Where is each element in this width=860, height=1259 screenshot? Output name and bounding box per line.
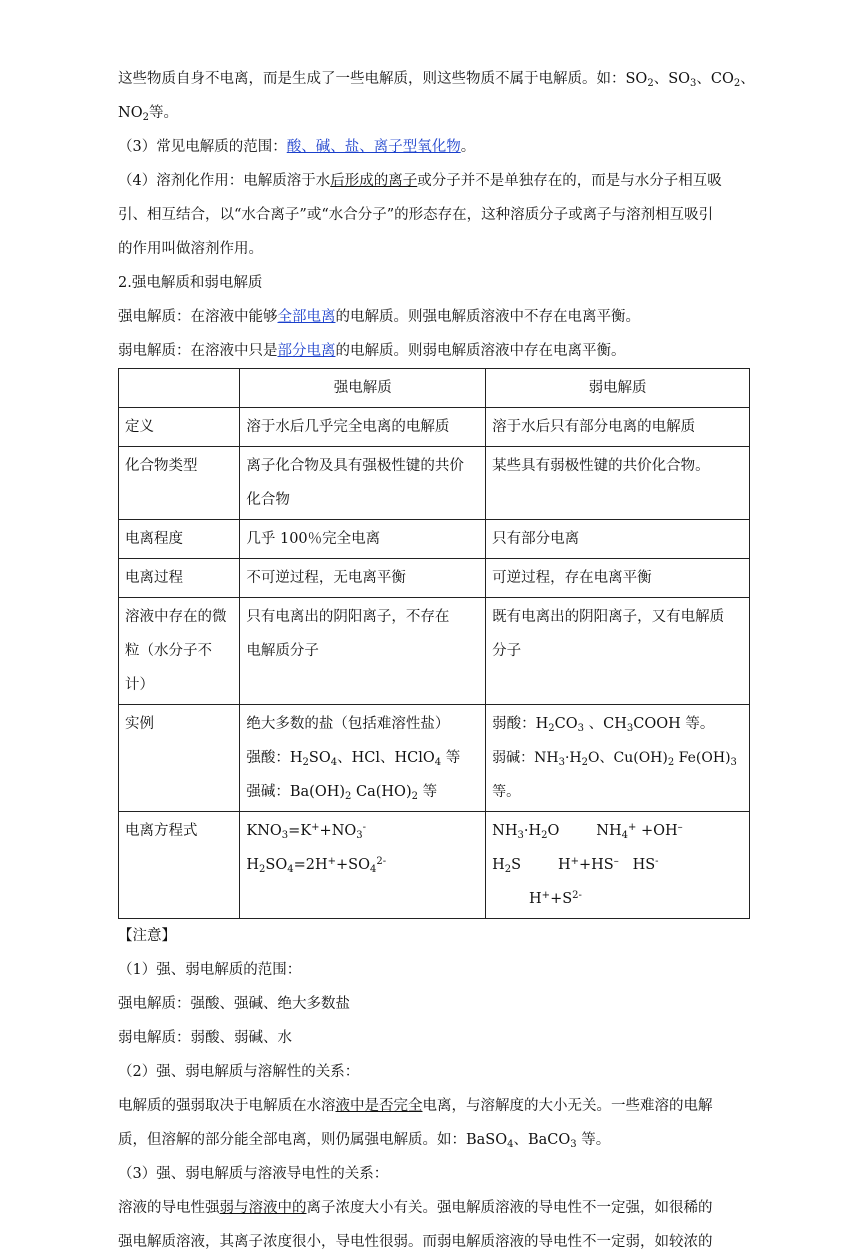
- text-line: $NO_2$等。: [118, 105, 178, 123]
- text-line: 弱电解质：弱酸、弱碱、水: [118, 1030, 292, 1046]
- table-row: 定义 溶于水后几乎完全电离的电解质 溶于水后只有部分电离的电解质: [119, 408, 750, 447]
- full-ionization-link[interactable]: 全部电离: [277, 309, 336, 325]
- table-row: 电离程度 几乎 100％完全电离 只有部分电离: [119, 520, 750, 559]
- text-line: 强电解质：在溶液中能够全部电离的电解质。则强电解质溶液中不存在电离平衡。: [118, 309, 640, 325]
- text-line: 强电解质溶液，其离子浓度很小，导电性很弱。而弱电解质溶液的导电性不一定弱，如较浓的: [118, 1234, 713, 1250]
- text-line: （4）溶剂化作用：电解质溶于水后形成的离子或分子并不是单独存在的，而是与水分子相互吸: [118, 173, 722, 189]
- text-line: （1）强、弱电解质的范围：: [118, 962, 302, 978]
- table-row: 电离过程 不可逆过程，无电离平衡 可逆过程，存在电离平衡: [119, 559, 750, 598]
- text-line: 的作用叫做溶剂作用。: [118, 241, 263, 257]
- header-weak: 弱电解质: [486, 369, 750, 408]
- text-line: （2）强、弱电解质与溶解性的关系：: [118, 1064, 360, 1080]
- text-line: （3）强、弱电解质与溶液导电性的关系：: [118, 1166, 389, 1182]
- table-row: 电离方程式 $KNO_3=K^++NO_3^-$ $H_2SO_4=2H^++SO_4^{2-}$ $NH_3\cdot H_2O$ $NH_4^+ +OH^-$ $H_2S$ H++HS– HS- $H^++S^{2-}$: [119, 812, 750, 919]
- section-heading: 2.强电解质和弱电解质: [118, 275, 263, 291]
- text-line: 弱电解质：在溶液中只是部分电离的电解质。则弱电解质溶液中存在电离平衡。: [118, 343, 626, 359]
- text-line: 电解质的强弱取决于电解质在水溶液中是否完全电离，与溶解度的大小无关。一些难溶的电解: [118, 1098, 713, 1114]
- text-line: 溶液的导电性强弱与溶液中的离子浓度大小有关。强电解质溶液的导电性不一定强，如很稀的: [118, 1200, 713, 1216]
- table-row: [119, 369, 750, 408]
- electrolyte-range-link[interactable]: 酸、碱、盐、离子型氧化物: [286, 139, 461, 155]
- text-line: 这些物质自身不电离，而是生成了一些电解质，则这些物质不属于电解质。如：$SO_2$、$SO_3$、$CO_2$、: [118, 71, 755, 89]
- text-line: 引、相互结合，以“水合离子”或“水合分子”的形态存在，这种溶质分子或离子与溶剂相互吸引: [118, 207, 714, 223]
- table-row: 溶液中存在的微 粒（水分子不计） 只有电离出的阴阳离子，不存在 电解质分子 既有电离出的阴阳离子，又有电解质 分子: [119, 598, 750, 705]
- text-line: （3）常见电解质的范围：酸、碱、盐、离子型氧化物。: [118, 139, 476, 155]
- partial-ionization-link[interactable]: 部分电离: [277, 343, 336, 359]
- comparison-table: [118, 368, 750, 919]
- table-row: 化合物类型 离子化合物及具有强极性键的共价 化合物 某些具有弱极性键的共价化合物。: [119, 447, 750, 520]
- table-row: 实例 绝大多数的盐（包括难溶性盐） 强酸：$H_2SO_4$、HCl、HClO$_4$ 等 强碱：$Ba(OH)_2$ $Ca(HO)_2$ 等 弱酸：$H_2CO_3$ 、$CH_3COOH$ 等。 弱碱：$NH_3\cdot H_2O$、$Cu(OH)_2$ $Fe(OH)_3$ 等。: [119, 705, 750, 812]
- text-line: 质，但溶解的部分能全部电离，则仍属强电解质。如：BaSO$_4$、BaCO$_3$ 等。: [118, 1132, 611, 1150]
- notes-title: 【注意】: [118, 928, 176, 944]
- text-line: 强电解质：强酸、强碱、绝大多数盐: [118, 996, 350, 1012]
- document-page: [118, 62, 755, 1259]
- header-strong: 强电解质: [240, 369, 486, 408]
